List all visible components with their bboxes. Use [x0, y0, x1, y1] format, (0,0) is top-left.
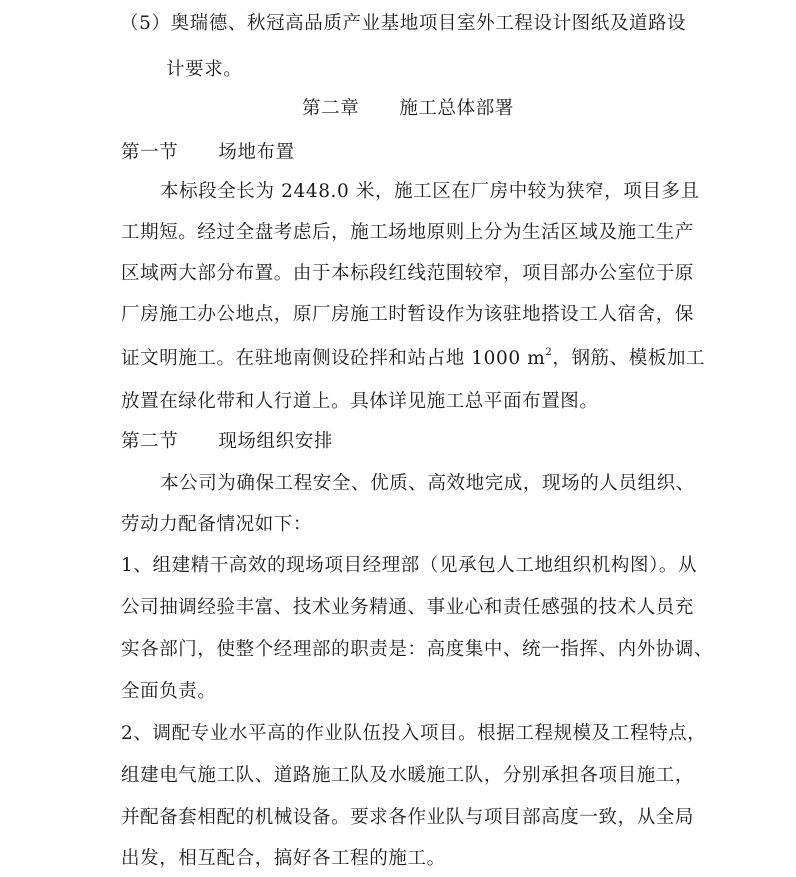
item-1-line: 1、组建精干高效的现场项目经理部（见承包人工地组织机构图）。从 [121, 555, 698, 576]
section-1-paragraph-line: 放置在绿化带和人行道上。具体详见施工总平面布置图。 [121, 391, 599, 412]
section-1-paragraph-line: 区域两大部分布置。由于本标段红线范围较窄，项目部办公室位于原 [121, 263, 695, 284]
section-1-paragraph-line: 本标段全长为 2448.0 米，施工区在厂房中较为狭窄，项目多且 [160, 181, 700, 202]
section-1-paragraph-line [121, 347, 705, 371]
item5-line-2: 计要求。 [166, 59, 243, 80]
section-1-title: 场地布置 [218, 142, 295, 163]
square-superscript: 2 [545, 347, 553, 358]
section-2-intro-line: 本公司为确保工程安全、优质、高效地完成，现场的人员组织、 [160, 473, 695, 494]
section-1-number: 第一节 [121, 142, 179, 163]
section-1-paragraph-line: 工期短。经过全盘考虑后，施工场地原则上分为生活区域及施工生产 [121, 222, 695, 243]
area-text: 证文明施工。在驻地南侧设砼拌和站占地 1000 m [121, 348, 546, 369]
item-2-line: 并配备套相配的机械设备。要求各作业队与项目部高度一致，从全局 [121, 807, 695, 828]
chapter-title: 施工总体部署 [399, 98, 514, 119]
item-1-line: 公司抽调经验丰富、技术业务精通、事业心和责任感强的技术人员充 [121, 597, 695, 618]
item-1-line: 全面负责。 [121, 681, 217, 702]
item-2-line: 出发，相互配合，搞好各工程的施工。 [121, 848, 446, 869]
section-2-heading [121, 430, 333, 454]
chapter-heading [302, 97, 514, 121]
area-text-after: ，钢筋、模板加工 [552, 348, 706, 369]
item-2-line: 组建电气施工队、道路施工队及水暖施工队，分别承担各项目施工， [121, 765, 695, 786]
section-1-heading [121, 141, 295, 165]
section-2-number: 第二节 [121, 431, 179, 452]
item5-line-1: （5）奥瑞德、秋冠高品质产业基地项目室外工程设计图纸及道路设 [120, 13, 687, 34]
section-2-title: 现场组织安排 [218, 431, 333, 452]
chapter-number: 第二章 [302, 98, 360, 119]
item-2-line: 2、调配专业水平高的作业队伍投入项目。根据工程规模及工程特点， [121, 723, 707, 744]
section-2-intro-line: 劳动力配备情况如下： [121, 514, 313, 535]
item-1-line: 实各部门，使整个经理部的职责是：高度集中、统一指挥、内外协调、 [121, 639, 714, 660]
section-1-paragraph-line: 厂房施工办公地点，原厂房施工时暂设作为该驻地搭设工人宿舍，保 [121, 304, 695, 325]
